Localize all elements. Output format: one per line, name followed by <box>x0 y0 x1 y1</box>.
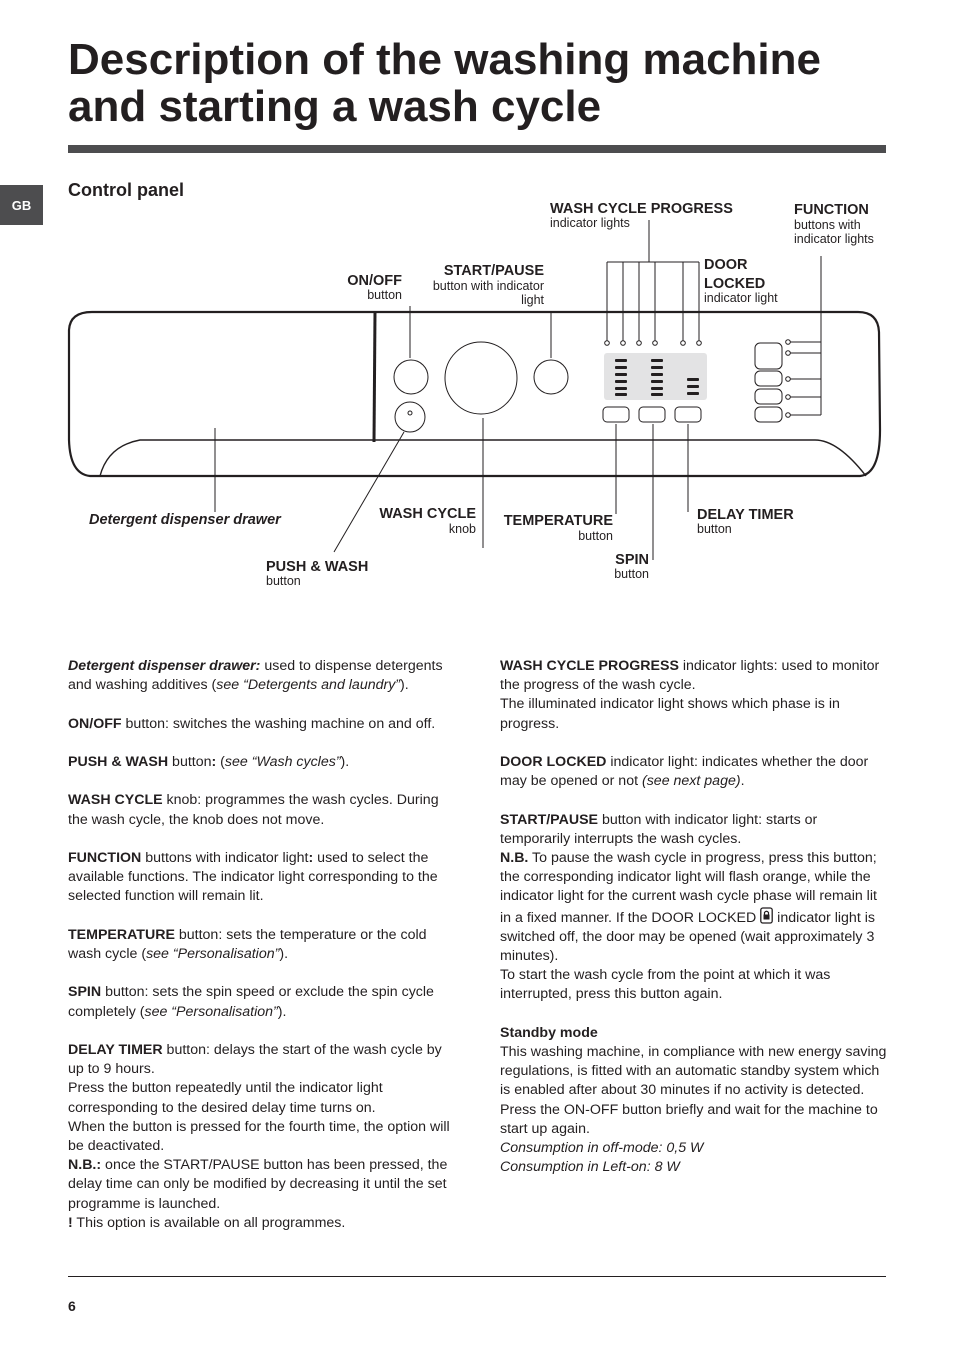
desc-push-wash <box>68 753 460 772</box>
right-column <box>500 657 890 1177</box>
label-door-locked-2: LOCKED <box>704 276 766 292</box>
desc-on-off <box>68 715 460 734</box>
desc-text: used to select the available functions. The indicator light corresponding to the selected function will remain lit. <box>68 849 438 905</box>
term: SPIN <box>68 984 102 1001</box>
label-function: FUNCTION <box>794 202 869 218</box>
desc-text: To start the wash cycle from the point at which it was interrupted, press this button again. <box>500 967 831 1003</box>
desc-text: . <box>740 773 745 790</box>
desc-text: ( <box>216 753 225 770</box>
desc-ref: see “Detergents and laundry” <box>216 677 401 694</box>
term: FUNCTION <box>68 849 142 866</box>
on-off-button <box>394 360 428 394</box>
desc-text: ). <box>277 1003 287 1020</box>
desc-text: buttons with indicator light <box>141 849 309 866</box>
desc-text: button: delays the start of the wash cycle by up to 9 hours. <box>68 1041 442 1078</box>
term: Detergent dispenser drawer: <box>68 658 261 674</box>
delay-timer-button <box>675 407 701 422</box>
desc-door-locked <box>500 753 890 791</box>
desc-ref: see “Personalisation” <box>146 945 280 962</box>
desc-spin <box>68 983 460 1021</box>
wash-cycle-knob <box>445 342 517 414</box>
desc-wash-cycle-progress <box>500 657 890 734</box>
desc-start-pause <box>500 811 890 1005</box>
label-start-pause-sub2: light <box>521 293 544 307</box>
label-door-locked-1: DOOR <box>704 257 748 273</box>
desc-text: button: sets the temperature or the cold wash cycle ( <box>68 926 427 962</box>
desc-ref: (see next page) <box>641 773 741 790</box>
page-number: 6 <box>68 1298 76 1314</box>
label-wash-cycle: WASH CYCLE <box>379 506 476 522</box>
desc-text: ). <box>279 945 289 962</box>
push-wash-button <box>395 402 425 432</box>
label-delay-timer-sub: button <box>697 522 732 536</box>
label-spin: SPIN <box>615 552 649 568</box>
term: DOOR LOCKED <box>500 754 607 770</box>
label-detergent-drawer: Detergent dispenser drawer <box>89 512 281 528</box>
desc-text: button: switches the washing machine on and off. <box>121 715 436 732</box>
desc-text: : <box>211 753 217 770</box>
term: START/PAUSE <box>500 811 599 828</box>
footer-rule <box>68 1276 886 1277</box>
standby-section <box>500 1024 890 1178</box>
function-light <box>786 395 791 400</box>
label-temperature: TEMPERATURE <box>503 513 613 529</box>
label-start-pause-sub1: button with indicator <box>432 279 544 293</box>
label-wash-cycle-sub: knob <box>448 522 476 536</box>
progress-light <box>681 341 686 346</box>
desc-text: This option is available on all programmes. <box>72 1214 346 1231</box>
nb-label: N.B.: <box>68 1157 102 1174</box>
label-delay-timer: DELAY TIMER <box>697 507 794 523</box>
language-tab: GB <box>0 185 43 225</box>
desc-text: The illuminated indicator light shows which phase is in progress. <box>500 696 840 732</box>
temperature-button <box>603 407 629 422</box>
desc-text: indicator light is switched off, the door may be opened (wait approximately 3 minutes). <box>500 909 875 965</box>
label-spin-sub: button <box>614 567 649 581</box>
function-light <box>786 340 791 345</box>
consumption-off-mode: Consumption in off-mode: 0,5 W <box>500 1140 704 1157</box>
desc-text: When the button is pressed for the fourth time, the option will be deactivated. <box>68 1118 450 1154</box>
start-pause-button <box>534 360 568 394</box>
label-push-wash-sub: button <box>266 574 301 588</box>
control-panel-illustration <box>0 0 954 640</box>
nb-label: N.B. <box>500 850 529 866</box>
desc-function <box>68 849 460 907</box>
desc-text: once the START/PAUSE button has been pressed, the delay time can only be modified by decreasing it until the set programme is launched. <box>68 1157 448 1212</box>
label-door-locked-sub: indicator light <box>704 291 778 305</box>
door-locked-light <box>697 341 702 346</box>
label-on-off: ON/OFF <box>347 273 402 289</box>
progress-light <box>653 341 658 346</box>
term: WASH CYCLE PROGRESS <box>500 658 679 674</box>
desc-text: used to dispense detergents and washing additives ( <box>68 658 443 694</box>
panel-outline <box>69 312 880 476</box>
label-function-sub2: indicator lights <box>794 232 874 246</box>
desc-ref: see “Wash cycles” <box>224 753 341 770</box>
label-temperature-sub: button <box>578 529 613 543</box>
desc-text: ). <box>400 677 409 694</box>
term: TEMPERATURE <box>68 926 175 943</box>
page-title: Description of the washing machine and starting a wash cycle <box>68 35 822 131</box>
label-start-pause: START/PAUSE <box>443 263 544 279</box>
progress-light <box>637 341 642 346</box>
function-button <box>755 407 782 422</box>
function-button <box>755 371 782 386</box>
term: DELAY TIMER <box>68 1041 163 1058</box>
desc-delay-timer <box>68 1041 460 1233</box>
desc-text: knob: programmes the wash cycles. During the wash cycle, the knob does not move. <box>68 792 439 828</box>
desc-text: To pause the wash cycle in progress, press this button; the corresponding indicator light will flash orange, while the indicator light for the current wash cycle phase will remain lit in a fixed manner. If the DOOR LOCKED <box>500 850 877 926</box>
desc-ref: see “Personalisation” <box>144 1003 278 1020</box>
desc-detergent-drawer <box>68 657 460 695</box>
label-on-off-sub: button <box>367 288 402 302</box>
label-wash-cycle-progress-sub: indicator lights <box>550 216 630 230</box>
term: ON/OFF <box>68 715 122 732</box>
door-locked-icon <box>760 907 773 924</box>
spin-button <box>639 407 665 422</box>
drawer-divider <box>374 312 375 442</box>
section-title: Control panel <box>68 180 184 200</box>
desc-wash-cycle <box>68 791 460 829</box>
label-push-wash: PUSH & WASH <box>266 559 369 575</box>
label-wash-cycle-progress: WASH CYCLE PROGRESS <box>550 201 733 217</box>
desc-text: button: sets the spin speed or exclude the spin cycle completely ( <box>68 984 434 1020</box>
desc-text: button <box>168 753 212 770</box>
desc-text: This washing machine, in compliance with new energy saving regulations, is fitted with an automatic standby system which is enabled after about 30 minutes if no activity is detected. Press the ON-OFF button briefly and wait for the machine to start up again. <box>500 1044 887 1137</box>
function-light <box>786 413 791 418</box>
progress-light <box>605 341 610 346</box>
function-button <box>755 389 782 404</box>
label-function-sub1: buttons with <box>794 218 861 232</box>
left-column <box>68 657 460 1233</box>
desc-text: indicator lights: used to monitor the progress of the wash cycle. <box>500 658 880 694</box>
term: PUSH & WASH <box>68 753 169 770</box>
desc-temperature <box>68 926 460 964</box>
progress-light <box>621 341 626 346</box>
desc-text: indicator light: indicates whether the door may be opened or not <box>500 754 869 790</box>
desc-text: ). <box>340 753 350 770</box>
term: WASH CYCLE <box>68 792 163 809</box>
function-button <box>755 343 782 369</box>
warning-mark: ! <box>68 1214 73 1231</box>
push-wash-dot <box>408 411 412 415</box>
desc-text: Press the button repeatedly until the indicator light corresponding to the desired delay time turns on. <box>68 1080 383 1116</box>
desc-text: : <box>308 849 314 866</box>
standby-title: Standby mode <box>500 1024 598 1041</box>
desc-text: button with indicator light: starts or temporarily interrupts the wash cycles. <box>500 811 818 847</box>
consumption-left-on: Consumption in Left-on: 8 W <box>500 1159 680 1176</box>
function-light <box>786 351 791 356</box>
function-light <box>786 377 791 382</box>
